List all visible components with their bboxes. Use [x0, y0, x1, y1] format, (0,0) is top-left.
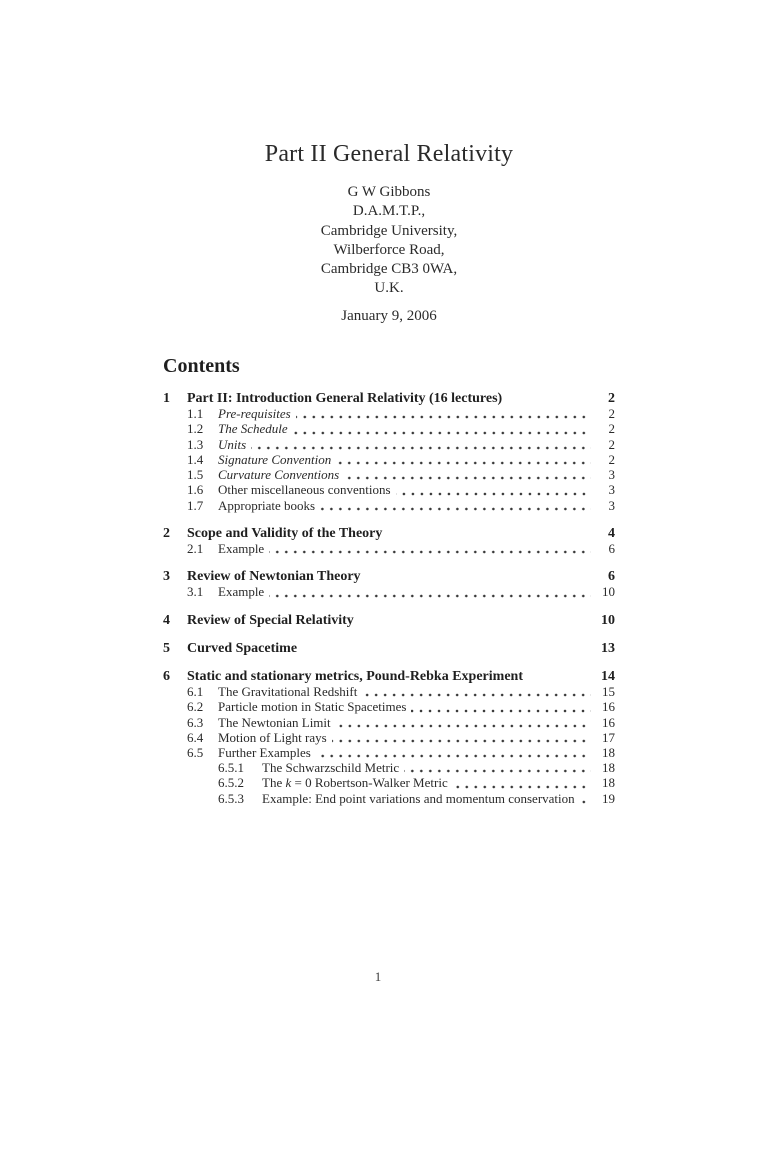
- toc-entry: [163, 730, 615, 745]
- toc-leader-dots: [387, 535, 591, 539]
- toc-entry: [163, 526, 615, 541]
- toc-entry-page-number: 18: [602, 760, 615, 776]
- toc-leader-dots: [251, 446, 591, 450]
- toc-entry: [163, 791, 615, 806]
- toc-entry-page-number: 2: [608, 391, 615, 407]
- toc-entry-number: 6.5.3: [218, 790, 244, 806]
- toc-entry-number: 6: [163, 668, 170, 684]
- toc-entry-number: 1.7: [187, 497, 204, 513]
- toc-entry-title: Particle motion in Static Spacetimes: [218, 699, 407, 715]
- toc-leader-dots: [396, 492, 591, 496]
- toc-entry-title: The Schedule: [218, 421, 288, 437]
- toc-entry-title: Example: End point variations and momentum conservation: [262, 790, 575, 806]
- toc-entry-title: Units: [218, 436, 247, 452]
- toc-entry-page-number: 4: [608, 525, 615, 541]
- toc-leader-dots: [332, 739, 591, 743]
- toc-entry-title: Example: [218, 540, 265, 556]
- toc-entry-number: 1.6: [187, 482, 204, 498]
- toc-entry-number: 6.5.1: [218, 760, 244, 776]
- document-content: [163, 141, 615, 806]
- toc-leader-dots: [528, 678, 591, 682]
- toc-entry-number: 5: [163, 640, 170, 656]
- toc-entry-page-number: 14: [601, 668, 615, 684]
- toc-entry-page-number: 15: [602, 684, 615, 700]
- doc-date: January 9, 2006: [341, 307, 437, 324]
- toc-entry-page-number: 16: [602, 699, 615, 715]
- author-country: U.K.: [374, 280, 404, 297]
- toc-entry-number: 6.3: [187, 714, 204, 730]
- page-number-folio: 1: [374, 969, 382, 984]
- toc-entry-title: Scope and Validity of the Theory: [187, 525, 383, 541]
- toc-leader-dots: [404, 769, 591, 773]
- toc-entry-number: 6.4: [187, 729, 204, 745]
- toc-entry-page-number: 3: [608, 497, 615, 513]
- toc-entry-title: Part II: Introduction General Relativity (16 lectures): [187, 391, 503, 407]
- toc-entry-title: Review of Special Relativity: [187, 612, 354, 628]
- toc-entry-title: The Schwarzschild Metric: [262, 760, 400, 776]
- toc-entry-title: Motion of Light rays: [218, 729, 327, 745]
- toc-leader-dots: [302, 650, 591, 654]
- toc-entry: [163, 684, 615, 699]
- toc-entry-number: 6.5: [187, 744, 204, 760]
- toc-entry: [163, 569, 615, 584]
- page-title: Part II General Relativity: [264, 141, 514, 167]
- toc-entry-page-number: 2: [608, 436, 615, 452]
- toc-entry-page-number: 2: [608, 406, 615, 422]
- toc-entry-page-number: 16: [602, 714, 615, 730]
- toc-entry-page-number: 18: [602, 744, 615, 760]
- toc-leader-dots: [453, 785, 591, 789]
- toc-leader-dots: [269, 550, 591, 554]
- toc-entry-title: The k = 0 Robertson-Walker Metric: [262, 775, 448, 791]
- toc-entry: [163, 467, 615, 482]
- toc-entry-page-number: 6: [608, 569, 615, 585]
- toc-list: [163, 391, 615, 806]
- toc-entry: [163, 760, 615, 775]
- toc-entry: [163, 482, 615, 497]
- toc-entry-title: Pre-requisites: [218, 406, 291, 422]
- toc-entry-number: 1.2: [187, 421, 204, 437]
- toc-entry-page-number: 18: [602, 775, 615, 791]
- toc-entry: [163, 613, 615, 628]
- toc-leader-dots: [366, 578, 591, 582]
- toc-entry-title: Further Examples: [218, 744, 311, 760]
- toc-entry: [163, 745, 615, 760]
- toc-leader-dots: [293, 431, 591, 435]
- toc-entry-page-number: 2: [608, 421, 615, 437]
- toc-entry: [163, 391, 615, 406]
- toc-entry: [163, 641, 615, 656]
- toc-leader-dots: [316, 754, 591, 758]
- toc-entry-page-number: 3: [608, 467, 615, 483]
- toc-entry: [163, 452, 615, 467]
- toc-entry-title: Curved Spacetime: [187, 640, 298, 656]
- toc-entry: [163, 498, 615, 513]
- contents-heading: Contents: [163, 355, 240, 378]
- toc-leader-dots: [362, 693, 591, 697]
- toc-leader-dots: [320, 507, 591, 511]
- toc-leader-dots: [580, 800, 591, 804]
- toc-leader-dots: [411, 709, 591, 713]
- toc-entry-title: Example: [218, 584, 265, 600]
- toc-entry: [163, 541, 615, 556]
- toc-entry-title: Curvature Conventions: [218, 467, 340, 483]
- toc-entry-title: Appropriate books: [218, 497, 316, 513]
- toc-entry-page-number: 10: [601, 612, 615, 628]
- toc-entry: [163, 584, 615, 599]
- toc-entry-number: 3.1: [187, 584, 204, 600]
- author-univ: Cambridge University,: [320, 222, 458, 239]
- toc-entry: [163, 715, 615, 730]
- toc-entry-page-number: 19: [602, 790, 615, 806]
- toc-leader-dots: [507, 400, 591, 404]
- toc-entry-number: 1: [163, 391, 170, 407]
- document-page: [0, 141, 768, 1165]
- toc-entry-number: 6.1: [187, 684, 204, 700]
- toc-entry: [163, 437, 615, 452]
- toc-entry-page-number: 2: [608, 451, 615, 467]
- toc-entry-number: 1.5: [187, 467, 204, 483]
- toc-entry-page-number: 6: [608, 540, 615, 556]
- toc-entry-page-number: 17: [602, 729, 615, 745]
- toc-entry-number: 1.1: [187, 406, 204, 422]
- toc-entry-number: 4: [163, 612, 170, 628]
- author-block: [163, 183, 615, 299]
- toc-entry-number: 1.4: [187, 451, 204, 467]
- toc-entry-number: 3: [163, 569, 170, 585]
- toc-entry-number: 2.1: [187, 540, 204, 556]
- toc-entry: [163, 699, 615, 714]
- toc-entry-number: 6.2: [187, 699, 204, 715]
- toc-entry: [163, 669, 615, 684]
- toc-entry-title: The Gravitational Redshift: [218, 684, 358, 700]
- toc-leader-dots: [336, 724, 591, 728]
- toc-entry-page-number: 10: [602, 584, 615, 600]
- toc-entry-number: 1.3: [187, 436, 204, 452]
- author-street: Wilberforce Road,: [333, 241, 445, 258]
- toc-entry-number: 6.5.2: [218, 775, 244, 791]
- toc-entry-title: Signature Convention: [218, 451, 332, 467]
- toc-leader-dots: [296, 415, 591, 419]
- author-dept: D.A.M.T.P.,: [352, 203, 426, 220]
- toc-entry-title: Other miscellaneous conventions: [218, 482, 391, 498]
- toc-entry-title: The Newtonian Limit: [218, 714, 331, 730]
- toc-leader-dots: [269, 594, 591, 598]
- toc-entry-page-number: 13: [601, 640, 615, 656]
- author-name: G W Gibbons: [347, 184, 431, 200]
- toc-entry: [163, 421, 615, 436]
- author-city: Cambridge CB3 0WA,: [320, 261, 458, 278]
- toc-leader-dots: [344, 476, 591, 480]
- toc-entry: [163, 775, 615, 790]
- toc-entry-title: Review of Newtonian Theory: [187, 569, 361, 585]
- toc-entry-page-number: 3: [608, 482, 615, 498]
- toc-entry-number: 2: [163, 525, 170, 541]
- toc-entry: [163, 406, 615, 421]
- toc-leader-dots: [359, 622, 591, 626]
- toc-entry-title: Static and stationary metrics, Pound-Rebka Experiment: [187, 668, 523, 684]
- toc-leader-dots: [336, 461, 591, 465]
